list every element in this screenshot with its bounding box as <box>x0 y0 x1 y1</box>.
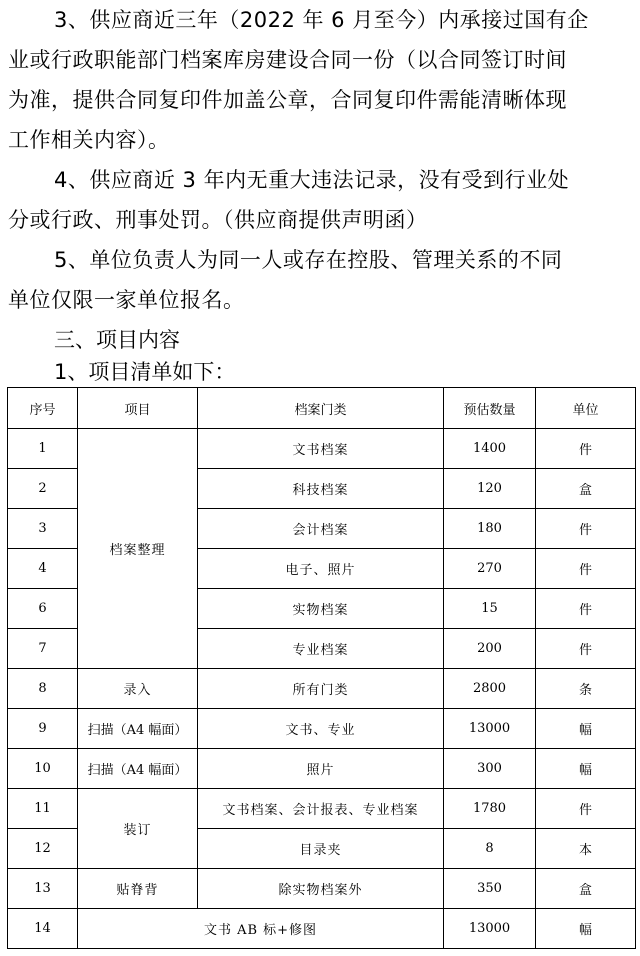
paragraph-requirement-3 <box>8 0 628 160</box>
cell-quantity: 13000 <box>444 909 536 949</box>
cell-no: 13 <box>8 869 78 909</box>
paragraph-requirement-4 <box>8 160 628 240</box>
header-quantity: 预估数量 <box>444 388 536 429</box>
project-list-table <box>7 387 636 949</box>
cell-quantity: 120 <box>444 469 536 509</box>
cell-project: 录入 <box>78 669 198 709</box>
cell-no: 9 <box>8 709 78 749</box>
cell-no: 2 <box>8 469 78 509</box>
cell-unit: 件 <box>536 549 636 589</box>
text-line: 工作相关内容）。 <box>8 128 170 152</box>
cell-category: 照片 <box>198 749 444 789</box>
cell-unit: 盒 <box>536 869 636 909</box>
cell-project: 档案整理 <box>78 429 198 669</box>
cell-no: 6 <box>8 589 78 629</box>
cell-no: 7 <box>8 629 78 669</box>
header-unit: 单位 <box>536 388 636 429</box>
section-heading: 三、项目内容 <box>54 328 180 352</box>
text-line: 为准，提供合同复印件加盖公章，合同复印件需能清晰体现 <box>8 88 567 112</box>
cell-quantity: 2800 <box>444 669 536 709</box>
cell-category: 文书档案 <box>198 429 444 469</box>
header-project: 项目 <box>78 388 198 429</box>
cell-project: 贴脊背 <box>78 869 198 909</box>
cell-unit: 件 <box>536 589 636 629</box>
cell-unit: 幅 <box>536 709 636 749</box>
cell-quantity: 180 <box>444 509 536 549</box>
cell-quantity: 350 <box>444 869 536 909</box>
cell-unit: 件 <box>536 429 636 469</box>
cell-no: 12 <box>8 829 78 869</box>
table-header-row <box>8 388 636 429</box>
table-row <box>8 429 636 469</box>
cell-quantity: 1400 <box>444 429 536 469</box>
header-category: 档案门类 <box>198 388 444 429</box>
text-line: 分或行政、刑事处罚。（供应商提供声明函） <box>8 208 428 232</box>
cell-category: 电子、照片 <box>198 549 444 589</box>
cell-category: 专业档案 <box>198 629 444 669</box>
text-line: 单位仅限一家单位报名。 <box>8 288 245 312</box>
cell-unit: 盒 <box>536 469 636 509</box>
cell-unit: 幅 <box>536 909 636 949</box>
cell-no: 14 <box>8 909 78 949</box>
table-row <box>8 869 636 909</box>
table-row <box>8 789 636 829</box>
cell-category: 实物档案 <box>198 589 444 629</box>
cell-unit: 本 <box>536 829 636 869</box>
cell-category: 科技档案 <box>198 469 444 509</box>
header-no: 序号 <box>8 388 78 429</box>
cell-no: 10 <box>8 749 78 789</box>
cell-quantity: 1780 <box>444 789 536 829</box>
text-line: 4、供应商近 3 年内无重大违法记录，没有受到行业处 <box>54 168 570 192</box>
cell-project: 扫描（A4 幅面） <box>78 749 198 789</box>
cell-project: 装订 <box>78 789 198 869</box>
cell-unit: 幅 <box>536 749 636 789</box>
table-row <box>8 709 636 749</box>
paragraph-requirement-5 <box>8 240 628 320</box>
cell-quantity: 8 <box>444 829 536 869</box>
cell-unit: 条 <box>536 669 636 709</box>
cell-category: 所有门类 <box>198 669 444 709</box>
cell-category: 文书、专业 <box>198 709 444 749</box>
cell-no: 3 <box>8 509 78 549</box>
cell-no: 4 <box>8 549 78 589</box>
cell-quantity: 200 <box>444 629 536 669</box>
cell-no: 11 <box>8 789 78 829</box>
cell-no: 1 <box>8 429 78 469</box>
cell-category: 目录夹 <box>198 829 444 869</box>
cell-quantity: 15 <box>444 589 536 629</box>
cell-merged-project-category: 文书 AB 标+修图 <box>78 909 444 949</box>
cell-quantity: 13000 <box>444 709 536 749</box>
cell-quantity: 300 <box>444 749 536 789</box>
table-row <box>8 909 636 949</box>
cell-category: 会计档案 <box>198 509 444 549</box>
cell-project: 扫描（A4 幅面） <box>78 709 198 749</box>
table-row <box>8 749 636 789</box>
cell-unit: 件 <box>536 789 636 829</box>
cell-quantity: 270 <box>444 549 536 589</box>
text-line: 3、供应商近三年（2022 年 6 月至今）内承接过国有企 <box>54 8 589 32</box>
cell-unit: 件 <box>536 509 636 549</box>
cell-no: 8 <box>8 669 78 709</box>
cell-category: 除实物档案外 <box>198 869 444 909</box>
text-line: 业或行政职能部门档案库房建设合同一份（以合同签订时间 <box>8 48 567 72</box>
text-line: 5、单位负责人为同一人或存在控股、管理关系的不同 <box>54 248 563 272</box>
subheading: 1、项目清单如下： <box>54 360 236 384</box>
cell-category: 文书档案、会计报表、专业档案 <box>198 789 444 829</box>
cell-unit: 件 <box>536 629 636 669</box>
table-row <box>8 669 636 709</box>
